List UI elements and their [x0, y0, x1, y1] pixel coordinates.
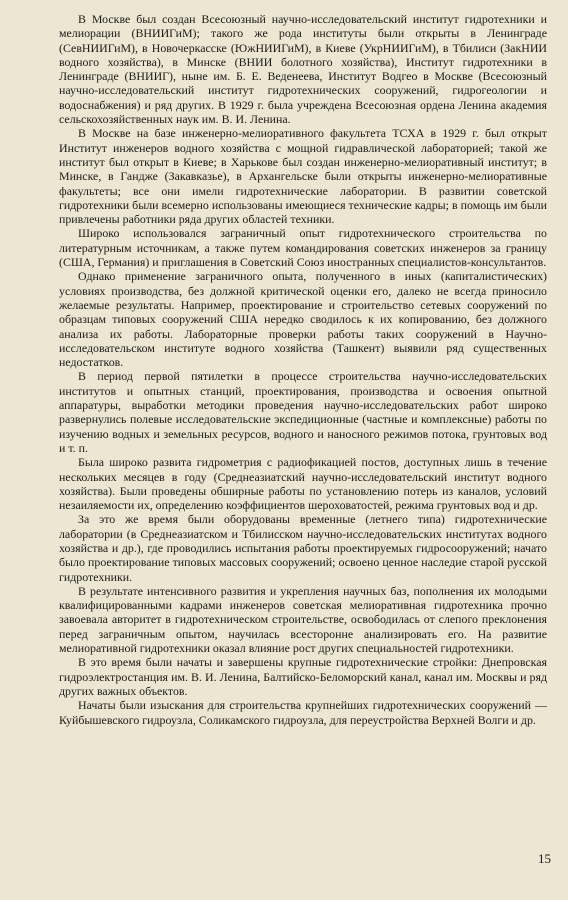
- paragraph: В Москве был создан Всесоюзный научно-исследовательский институт гидротехники и мелиорации (ВНИИГиМ); такого же рода институты были открыты в Ленинграде (СевНИИГиМ), в Новочеркасске (ЮжНИИГиМ), в Киеве (УкрНИИГиМ), в Тбилиси (ЗакНИИ водного хозяйства), в Минске (ВНИИ болотного хозяйства), Институт гидротехники в Ленинграде (ВНИИГ), ныне им. Б. Е. Веденеева, Институт Водгео в Москве (Всесоюзный научно-исследовательский институт гидротехнических сооружений, гидрогеологии и водоснабжения) и ряд других. В 1929 г. была учреждена Всесоюзная ордена Ленина академия сельскохозяйственных наук им. В. И. Ленина.: [59, 12, 547, 127]
- paragraph: За это же время были оборудованы временные (летнего типа) гидротехнические лаборатории (в Среднеазиатском и Тбилисском научно-исследовательских институтах водного хозяйства и др.), где проводились испытания работы проектируемых гидросооружений; начато было проектирование типовых массовых сооружений; освоено ценное наследие старой русской гидротехники.: [59, 512, 547, 584]
- paragraph: В Москве на базе инженерно-мелиоративного факультета ТСХА в 1929 г. был открыт Институт инженеров водного хозяйства с мощной гидравлической лабораторией; такой же институт был открыт в Киеве; в Харькове был создан инженерно-мелиоративный институт; в Минске, в Гандже (Закавказье), в Архангельске были открыты инженерно-мелиоративные факультеты; все они имели гидротехнические лаборатории. В развитии советской гидротехники были всемерно использованы имеющиеся технические кадры; в помощь им были привлечены работники ряда других областей техники.: [59, 126, 547, 227]
- paragraph: В результате интенсивного развития и укрепления научных баз, пополнения их молодыми квалифицированными кадрами инженеров советская мелиоративная гидротехника прочно завоевала авторитет в гидротехническом строительстве, освободилась от слепого преклонения перед заграничным опытом, научилась всесторонне анализировать его. На развитие мелиоративной гидротехники оказал влияние рост других специальностей гидротехники.: [59, 583, 547, 656]
- paragraph: В период первой пятилетки в процессе строительства научно-исследовательских институтов и опытных станций, проектирования, производства и освоения опытной аппаратуры, выработки методики проведения научно-исследовательских работ широко развернулись полевые исследовательские экспедиционные (частные и комплексные) работы по изучению водных и земельных ресурсов, водного и наносного режимов потока, грунтовых вод и т. п.: [59, 369, 547, 455]
- paragraph: Однако применение заграничного опыта, полученного в иных (капиталистических) условиях производства, без должной критической оценки его, далеко не всегда приносило желаемые результаты. Например, проектирование и строительство сетевых сооружений по образцам типовых сооружений США нередко сводилось к их копированию, без должного анализа их работы. Лабораторные проверки работы таких сооружений в Научно-исследовательском институте водного хозяйства (Ташкент) выявили ряд существенных недостатков.: [59, 269, 547, 370]
- paragraph: Была широко развита гидрометрия с радиофикацией постов, доступных лишь в течение нескольких месяцев в году (Среднеазиатский научно-исследовательский институт водного хозяйства). Были проведены обширные работы по установлению потерь из каналов, условий незаиляемости их, определению коэффициентов шероховатостей, режима грунтовых вод и др.: [59, 455, 547, 513]
- body-text: [59, 12, 547, 727]
- paragraph: В это время были начаты и завершены крупные гидротехнические стройки: Днепровская гидроэлектростанция им. В. И. Ленина, Балтийско-Беломорский канал, канал им. Москвы и ряд других важных объектов.: [59, 655, 547, 698]
- paragraph: Начаты были изыскания для строительства крупнейших гидротехнических сооружений — Куйбышевского гидроузла, Соликамского гидроузла, для переустройства Верхней Волги и др.: [59, 698, 547, 727]
- paragraph: Широко использовался заграничный опыт гидротехнического строительства по литературным источникам, а также путем командирования советских инженеров за границу (США, Германия) и приглашения в Советский Союз иностранных специалистов-консультантов.: [59, 226, 547, 270]
- page-number: 15: [538, 851, 551, 866]
